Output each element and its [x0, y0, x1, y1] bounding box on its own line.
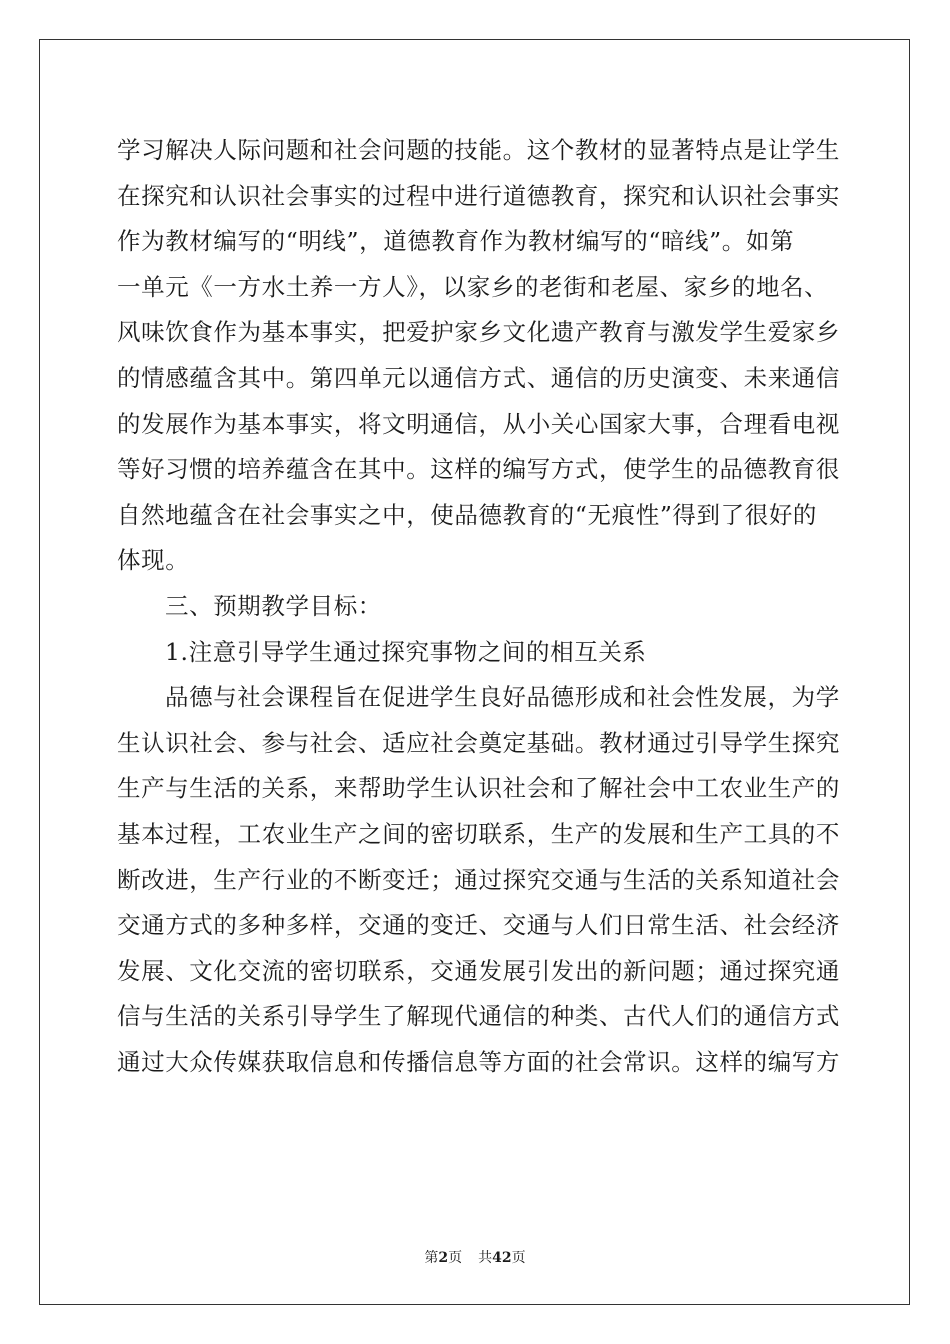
page-total: 42	[492, 1250, 512, 1266]
page-footer	[0, 1247, 950, 1267]
text-line: 通过大众传媒获取信息和传播信息等方面的社会常识。这样的编写方	[117, 1047, 840, 1076]
page-prefix: 第	[424, 1250, 439, 1266]
total-suffix: 页	[511, 1250, 526, 1266]
text-line: 的情感蕴含其中。第四单元以通信方式、通信的历史演变、未来通信	[117, 363, 840, 392]
text-line: 交通方式的多种多样，交通的变迁、交通与人们日常生活、社会经济	[117, 911, 840, 940]
text-line: 信与生活的关系引导学生了解现代通信的种类、古代人们的通信方式	[117, 1002, 840, 1031]
text-line: 基本过程，工农业生产之间的密切联系，生产的发展和生产工具的不	[117, 819, 840, 848]
text-line: 发展、文化交流的密切联系，交通发展引发出的新问题；通过探究通	[117, 956, 840, 985]
text-line: 断改进，生产行业的不断变迁；通过探究交通与生活的关系知道社会	[117, 865, 840, 894]
text-line: 生认识社会、参与社会、适应社会奠定基础。教材通过引导学生探究	[117, 728, 840, 757]
text-line: 风味饮食作为基本事实，把爱护家乡文化遗产教育与激发学生爱家乡	[117, 318, 840, 347]
text-line: 学习解决人际问题和社会问题的技能。这个教材的显著特点是让学生	[117, 136, 840, 164]
text-line: 作为教材编写的“明线”，道德教育作为教材编写的“暗线”。如第	[117, 227, 795, 256]
page-current: 2	[438, 1250, 449, 1266]
text-line: 自然地蕴含在社会事实之中，使品德教育的“无痕性”得到了很好的	[117, 500, 818, 529]
page-suffix: 页	[448, 1250, 463, 1266]
text-line: 品德与社会课程旨在促进学生良好品德形成和社会性发展，为学	[165, 683, 840, 712]
total-prefix: 共	[478, 1250, 493, 1266]
text-line: 一单元《一方水土养一方人》，以家乡的老街和老屋、家乡的地名、	[117, 272, 829, 301]
section-heading: 三、预期教学目标：	[165, 591, 382, 620]
subsection-heading: 1.注意引导学生通过探究事物之间的相互关系	[165, 637, 647, 666]
document-body	[117, 128, 840, 1085]
text-line: 体现。	[117, 546, 190, 575]
text-line: 生产与生活的关系，来帮助学生认识社会和了解社会中工农业生产的	[117, 774, 840, 803]
text-line: 的发展作为基本事实，将文明通信，从小关心国家大事，合理看电视	[117, 409, 840, 438]
text-line: 等好习惯的培养蕴含在其中。这样的编写方式，使学生的品德教育很	[117, 455, 840, 484]
text-line: 在探究和认识社会事实的过程中进行道德教育，探究和认识社会事实	[117, 181, 840, 210]
